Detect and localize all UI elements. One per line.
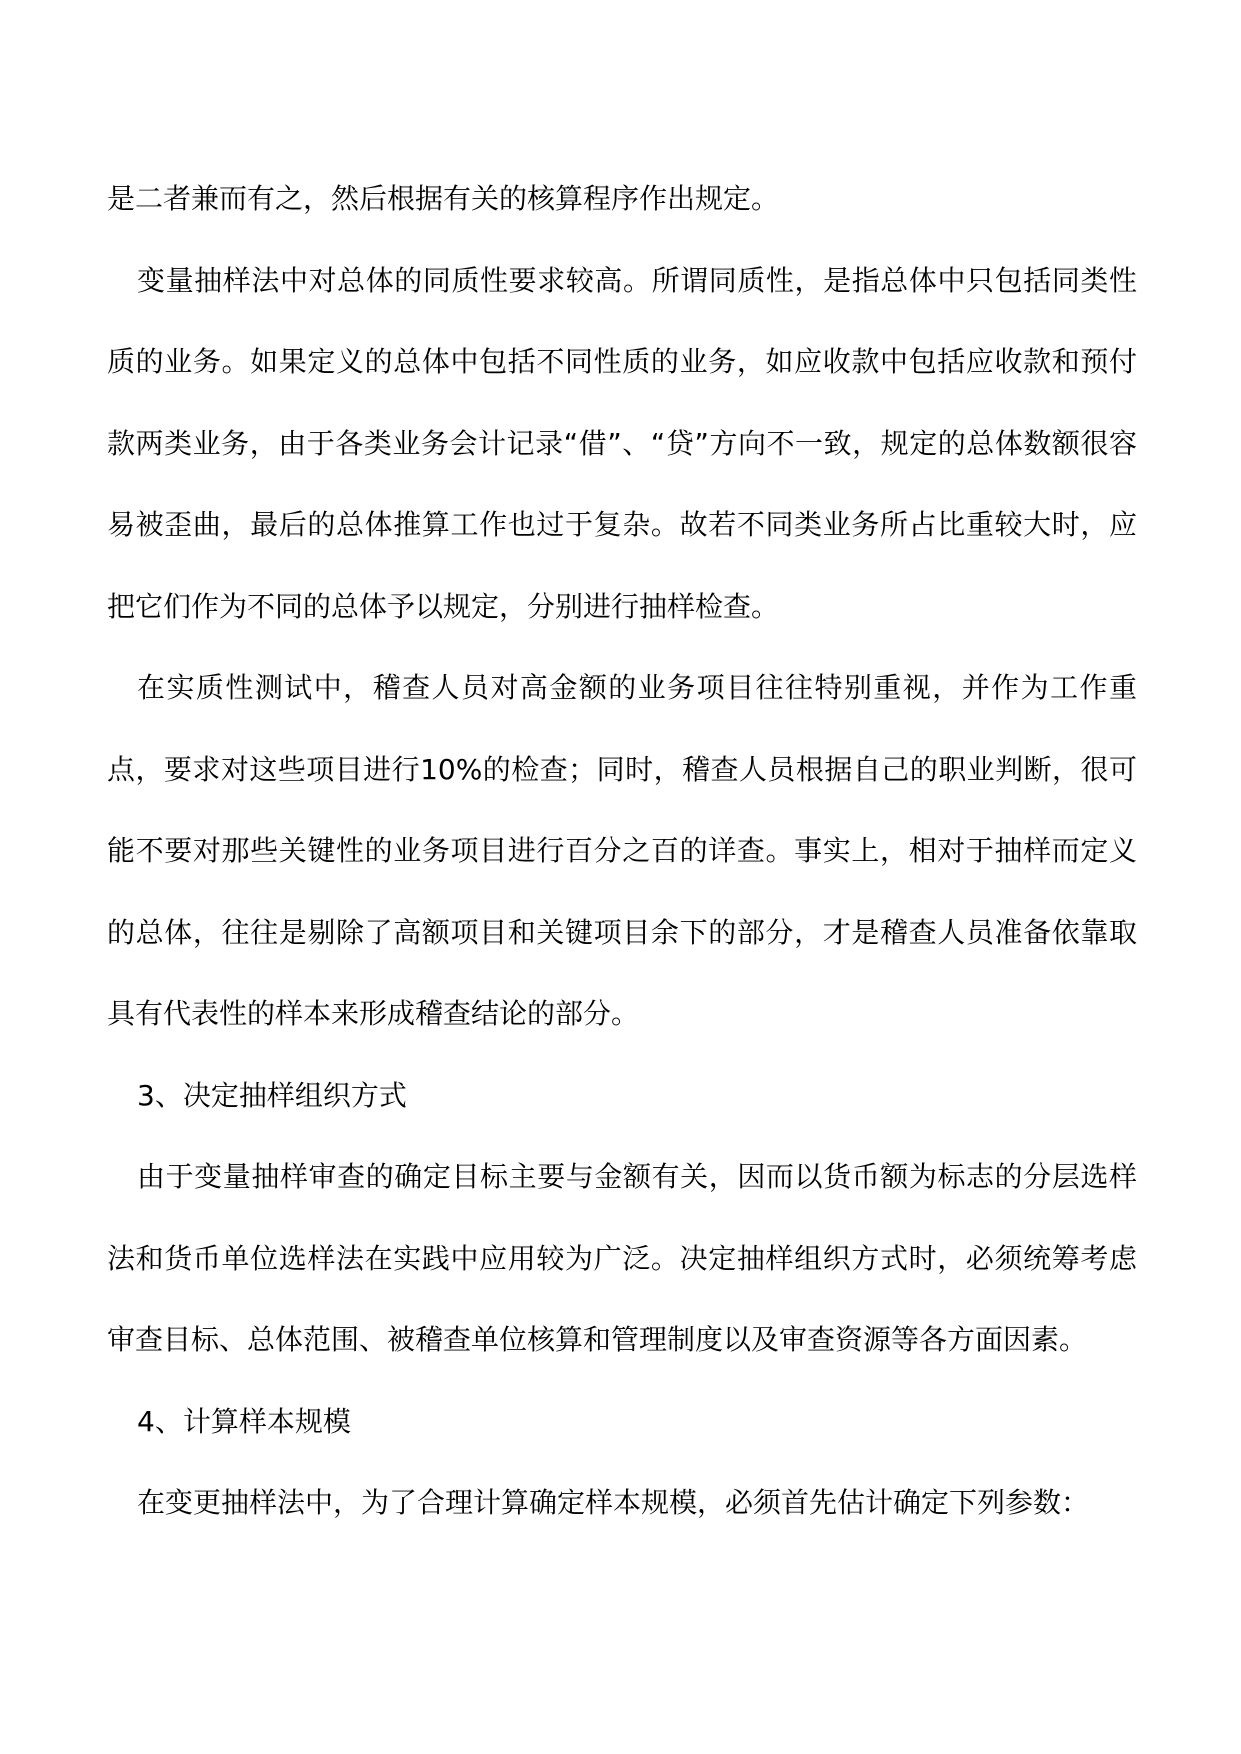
- paragraph-substantive-testing: 在实质性测试中，稽查人员对高金额的业务项目往往特别重视，并作为工作重点，要求对这些项目进行10%的检查；同时，稽查人员根据自己的职业判断，很可能不要对那些关键性的业务项目进行百分之百的详查。事实上，相对于抽样而定义的总体，往往是剔除了高额项目和关键项目余下的部分，才是稽查人员准备依靠取具有代表性的样本来形成稽查结论的部分。: [107, 671, 1137, 1030]
- paragraph-sample-size: 在变更抽样法中，为了合理计算确定样本规模，必须首先估计确定下列参数：: [137, 1486, 1090, 1519]
- document-body: [107, 158, 1137, 1544]
- paragraph-homogeneity: 变量抽样法中对总体的同质性要求较高。所谓同质性，是指总体中只包括同类性质的业务。如果定义的总体中包括不同性质的业务，如应收款中包括应收款和预付款两类业务，由于各类业务会计记录“借”、“贷”方向不一致，规定的总体数额很容易被歪曲，最后的总体推算工作也过于复杂。故若不同类业务所占比重较大时，应把它们作为不同的总体予以规定，分别进行抽样检查。: [107, 263, 1137, 623]
- paragraph-continuation: 是二者兼而有之，然后根据有关的核算程序作出规定。: [107, 182, 780, 215]
- section-heading-3: 3、决定抽样组织方式: [137, 1078, 407, 1112]
- paragraph-sampling-method: 由于变量抽样审查的确定目标主要与金额有关，因而以货币额为标志的分层选样法和货币单位选样法在实践中应用较为广泛。决定抽样组织方式时，必须统筹考虑审查目标、总体范围、被稽查单位核算和管理制度以及审查资源等各方面因素。: [107, 1160, 1137, 1356]
- section-heading-4: 4、计算样本规模: [137, 1404, 351, 1438]
